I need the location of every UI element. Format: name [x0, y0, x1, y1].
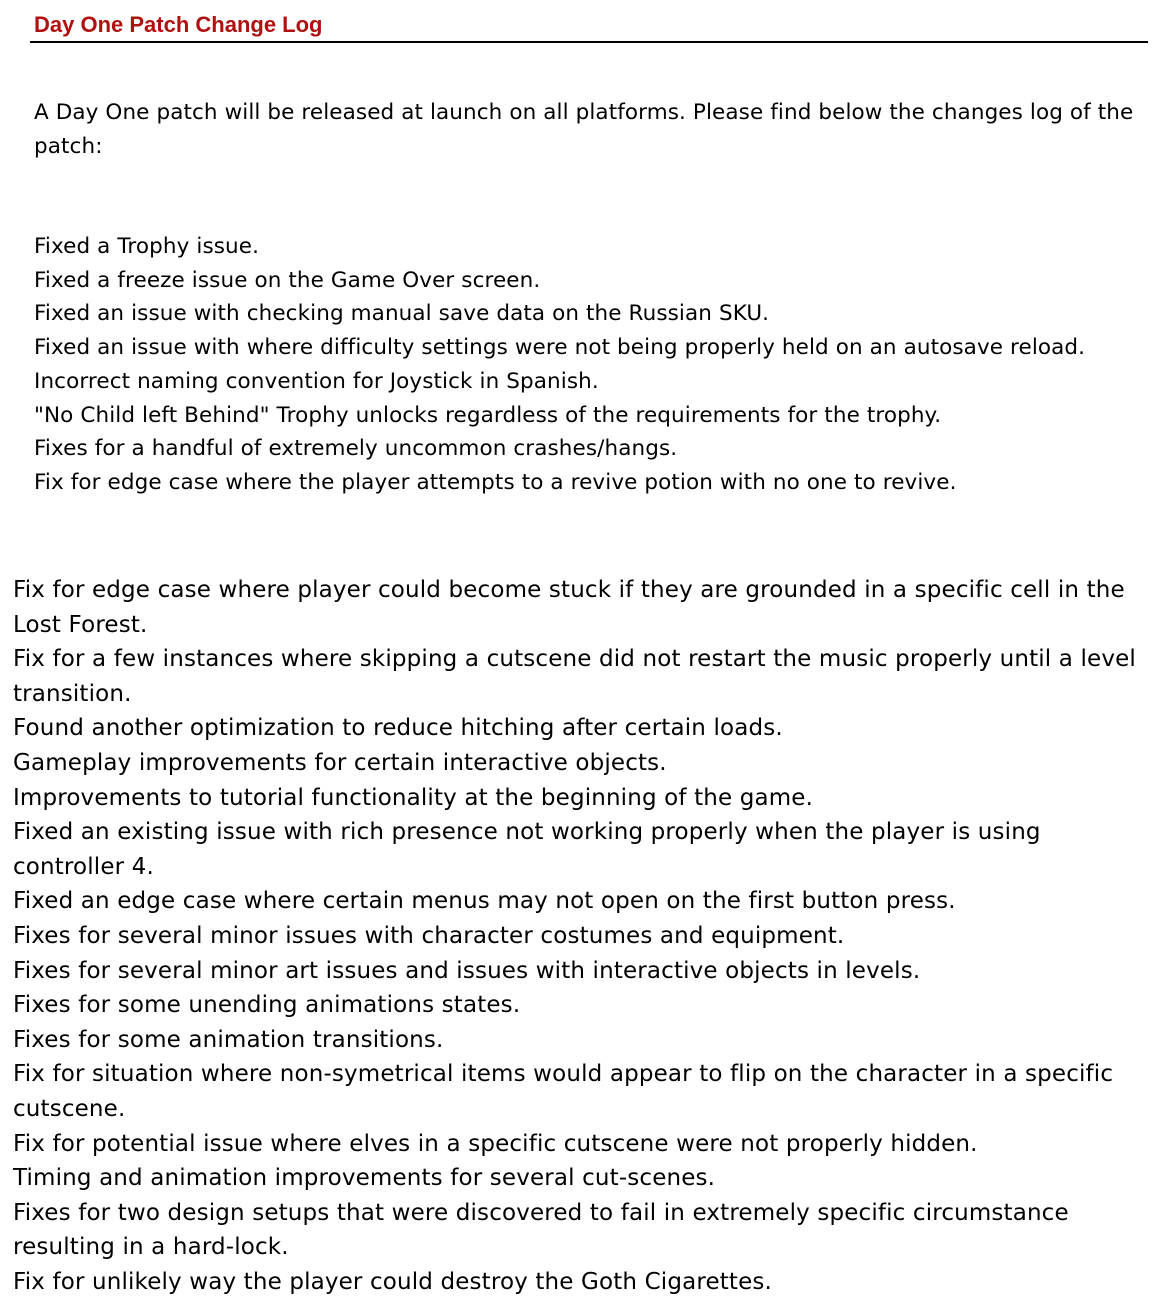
- change-item: Fixes for several minor art issues and issues with interactive objects in levels.: [13, 957, 921, 984]
- change-item: Fixed an issue with where difficulty settings were not being properly held on an autosave reload.: [34, 335, 1086, 361]
- page-title: Day One Patch Change Log: [34, 12, 323, 37]
- change-item: Fixed a Trophy issue.: [34, 234, 260, 259]
- change-item: Fixes for two design setups that were discovered to fail in extremely specific circumstance resulting in a hard-lock.: [13, 1199, 1069, 1261]
- change-item: Incorrect naming convention for Joystick in Spanish.: [34, 368, 599, 394]
- change-item: Fixes for some unending animations states.: [13, 992, 521, 1019]
- change-item: "No Child left Behind" Trophy unlocks regardless of the requirements for the trophy.: [34, 402, 942, 428]
- change-item: Gameplay improvements for certain interactive objects.: [13, 749, 667, 776]
- change-item: Fixes for some animation transitions.: [13, 1026, 444, 1053]
- change-list-primary: [34, 230, 1134, 500]
- change-item: Fix for potential issue where elves in a specific cutscene were not properly hidden.: [13, 1130, 978, 1157]
- title-divider: [30, 41, 1148, 43]
- change-item: Fixes for a handful of extremely uncommon crashes/hangs.: [34, 436, 678, 462]
- change-item: Improvements to tutorial functionality at the beginning of the game.: [13, 784, 814, 811]
- change-item: Fix for unlikely way the player could destroy the Goth Cigarettes.: [13, 1268, 772, 1295]
- change-list-secondary: [13, 573, 1153, 1299]
- change-item: Fixed an issue with checking manual save data on the Russian SKU.: [34, 301, 770, 327]
- intro-paragraph: A Day One patch will be released at launch on all platforms. Please find below the changes log of the patch:: [34, 100, 1134, 159]
- change-item: Fix for situation where non-symetrical items would appear to flip on the character in a specific cutscene.: [13, 1061, 1114, 1122]
- change-item: Timing and animation improvements for several cut-scenes.: [13, 1165, 716, 1192]
- change-item: Fix for edge case where the player attempts to a revive potion with no one to revive.: [34, 469, 957, 495]
- change-item: Fixed an edge case where certain menus may not open on the first button press.: [13, 888, 956, 915]
- change-item: Found another optimization to reduce hitching after certain loads.: [13, 715, 783, 742]
- change-item: Fix for a few instances where skipping a cutscene did not restart the music properly until a level transition.: [13, 646, 1136, 707]
- change-item: Fixes for several minor issues with character costumes and equipment.: [13, 922, 845, 949]
- change-item: Fix for edge case where player could become stuck if they are grounded in a specific cell in the Lost Forest.: [13, 577, 1125, 638]
- change-item: Fixed an existing issue with rich presence not working properly when the player is using controller 4.: [13, 819, 1041, 880]
- change-item: Fixed a freeze issue on the Game Over screen.: [34, 267, 541, 293]
